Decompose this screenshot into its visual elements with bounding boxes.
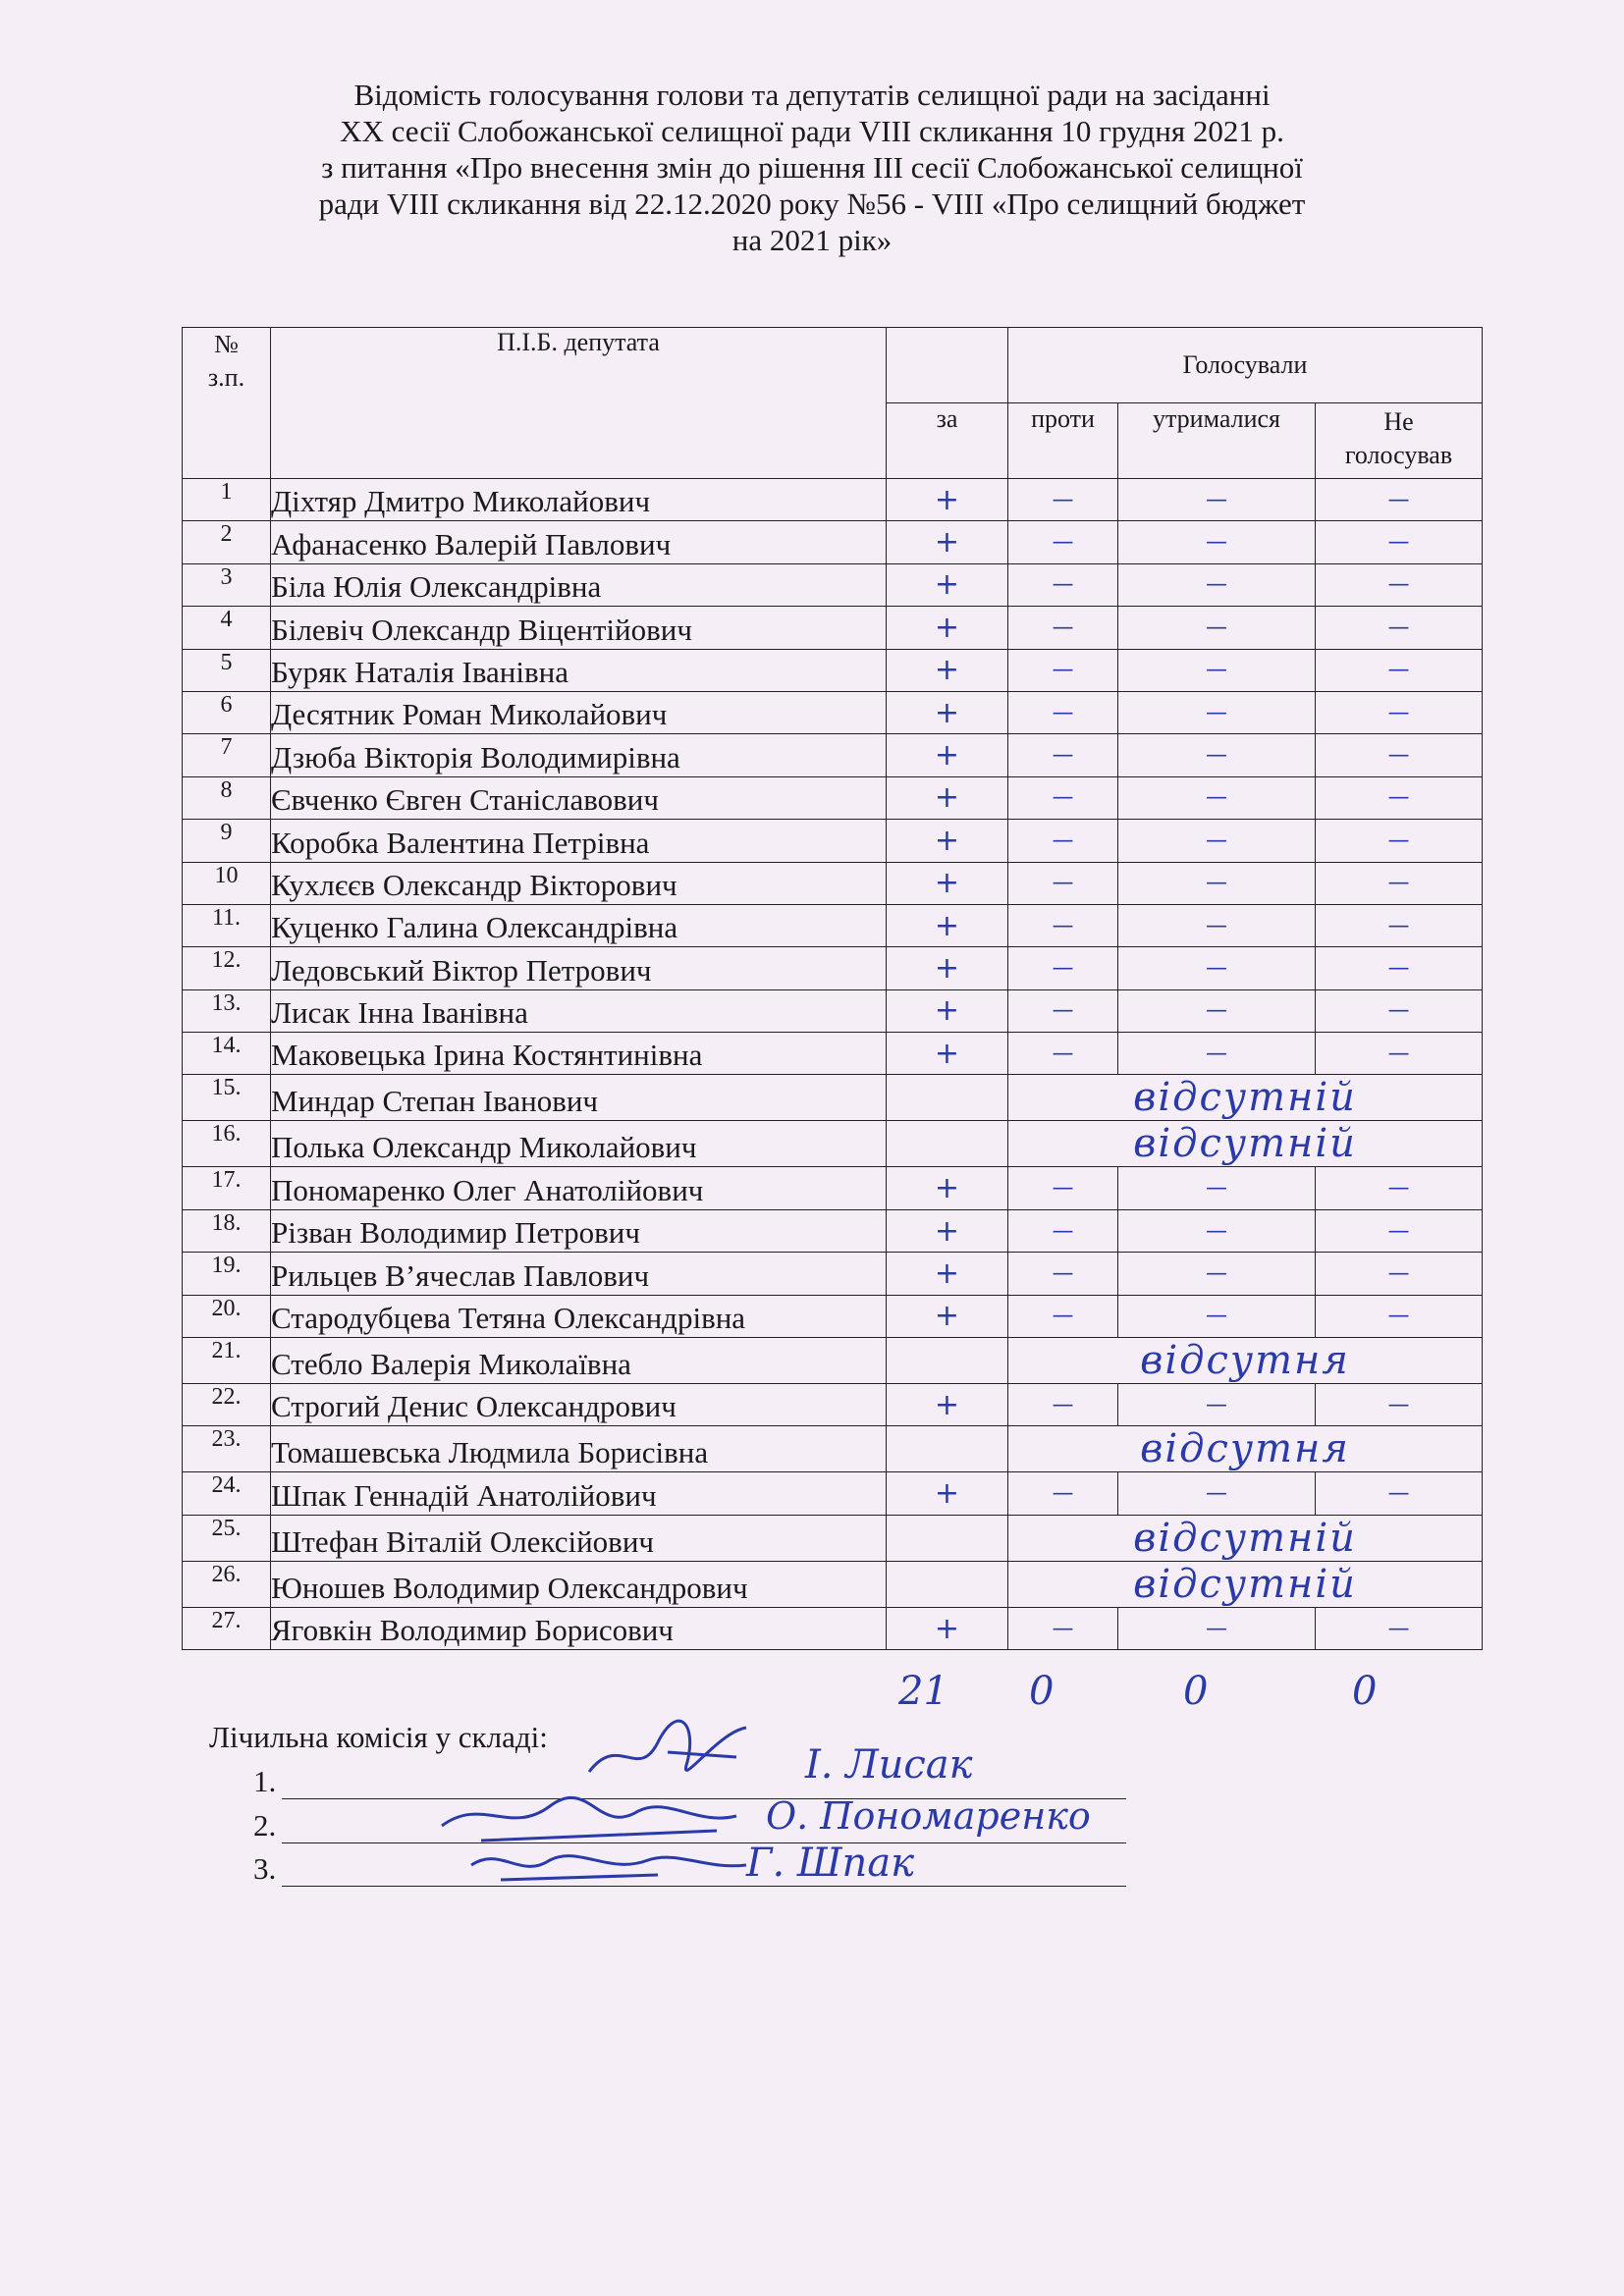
title-line-4: ради VIII скликання від 22.12.2020 року №56 - VIII «Про селищний бюджет [318,187,1306,221]
vote-not-voted: — [1316,820,1483,862]
vote-not-voted: — [1316,1472,1483,1515]
vote-abstained: — [1118,649,1316,691]
table-row [183,1033,1483,1075]
row-number: 11. [183,904,271,946]
table-row [183,649,1483,691]
deputy-name: Десятник Роман Миколайович [271,691,887,733]
deputy-name: Пономаренко Олег Анатолійович [271,1167,887,1209]
vote-against: — [1008,862,1118,904]
deputy-name: Афанасенко Валерій Павлович [271,521,887,563]
commission-number-2: 2. [253,1808,277,1842]
table-row [183,820,1483,862]
table-row [183,862,1483,904]
deputy-name: Різван Володимир Петрович [271,1209,887,1252]
vote-not-voted: — [1316,563,1483,606]
absent-note: відсутня [1008,1338,1483,1384]
table-row [183,989,1483,1032]
vote-for: + [887,1384,1008,1426]
vote-not-voted: — [1316,521,1483,563]
total-abstained: 0 [1183,1669,1209,1714]
commission-member-3: Г. Шпак [746,1841,915,1886]
table-row [183,691,1483,733]
vote-for: + [887,649,1008,691]
vote-for: + [887,862,1008,904]
table-row [183,947,1483,989]
table-row [183,1253,1483,1295]
vote-for-empty [887,1561,1008,1607]
vote-not-voted: — [1316,989,1483,1032]
vote-not-voted: — [1316,691,1483,733]
vote-not-voted: — [1316,1607,1483,1649]
vote-for: + [887,820,1008,862]
vote-against: — [1008,607,1118,649]
vote-for-empty [887,1121,1008,1167]
vote-for: + [887,691,1008,733]
vote-against: — [1008,1209,1118,1252]
vote-not-voted: — [1316,734,1483,776]
header-abstained: утрималися [1118,403,1316,479]
header-not-voted [1316,403,1483,479]
vote-against: — [1008,479,1118,521]
total-not-voted: 0 [1352,1669,1378,1714]
vote-against: — [1008,1033,1118,1075]
vote-abstained: — [1118,947,1316,989]
vote-for: + [887,1033,1008,1075]
vote-for-empty [887,1515,1008,1561]
row-number: 18. [183,1209,271,1252]
vote-for: + [887,563,1008,606]
commission-number-1: 1. [253,1764,277,1798]
vote-against: — [1008,776,1118,819]
vote-abstained: — [1118,1209,1316,1252]
vote-against: — [1008,989,1118,1032]
absent-note: відсутня [1008,1426,1483,1472]
absent-note: відсутній [1008,1075,1483,1121]
voting-table [182,327,1483,1650]
vote-for: + [887,521,1008,563]
vote-not-voted: — [1316,1384,1483,1426]
vote-abstained: — [1118,820,1316,862]
row-number: 20. [183,1295,271,1337]
deputy-name: Лисак Інна Іванівна [271,989,887,1032]
title-line-3: з питання «Про внесення змін до рішення III сесії Слобожанської селищної [321,150,1303,185]
vote-against: — [1008,649,1118,691]
header-voted: Голосували [1008,328,1483,403]
row-number: 17. [183,1167,271,1209]
vote-not-voted: — [1316,776,1483,819]
deputy-name: Кухлєєв Олександр Вікторович [271,862,887,904]
table-row [183,563,1483,606]
vote-for-empty [887,1338,1008,1384]
table-row [183,734,1483,776]
vote-not-voted: — [1316,947,1483,989]
vote-abstained: — [1118,862,1316,904]
deputy-name: Стебло Валерія Миколаївна [271,1338,887,1384]
row-number: 13. [183,989,271,1032]
deputy-name: Маковецька Ірина Костянтинівна [271,1033,887,1075]
header-name: П.І.Б. депутата [271,328,887,479]
vote-against: — [1008,904,1118,946]
total-against: 0 [1029,1669,1055,1714]
vote-against: — [1008,1167,1118,1209]
deputy-name: Діхтяр Дмитро Миколайович [271,479,887,521]
signature-scribble-3 [461,1836,756,1895]
deputy-name: Дзюба Вікторія Володимирівна [271,734,887,776]
table-row [183,1426,1483,1472]
table-row [183,1561,1483,1607]
absent-note: відсутній [1008,1561,1483,1607]
vote-abstained: — [1118,1033,1316,1075]
vote-not-voted: — [1316,649,1483,691]
table-row [183,1384,1483,1426]
vote-abstained: — [1118,734,1316,776]
vote-against: — [1008,1253,1118,1295]
voting-rows [183,479,1483,1650]
vote-abstained: — [1118,776,1316,819]
header-number-line-2: з.п. [207,363,245,392]
table-row [183,1607,1483,1649]
row-number: 10 [183,862,271,904]
vote-abstained: — [1118,607,1316,649]
deputy-name: Рильцев В’ячеслав Павлович [271,1253,887,1295]
vote-for: + [887,1209,1008,1252]
deputy-name: Полька Олександр Миколайович [271,1121,887,1167]
vote-for-empty [887,1426,1008,1472]
vote-against: — [1008,1607,1118,1649]
row-number: 3 [183,563,271,606]
table-row [183,1209,1483,1252]
vote-for: + [887,479,1008,521]
deputy-name: Миндар Степан Іванович [271,1075,887,1121]
row-number: 27. [183,1607,271,1649]
table-row [183,479,1483,521]
deputy-name: Яговкін Володимир Борисович [271,1607,887,1649]
table-row [183,1472,1483,1515]
document-title [196,77,1428,258]
row-number: 15. [183,1075,271,1121]
absent-note: відсутній [1008,1515,1483,1561]
table-row [183,1338,1483,1384]
row-number: 9 [183,820,271,862]
deputy-name: Коробка Валентина Петрівна [271,820,887,862]
row-number: 2 [183,521,271,563]
deputy-name: Шпак Геннадій Анатолійович [271,1472,887,1515]
row-number: 22. [183,1384,271,1426]
vote-abstained: — [1118,1295,1316,1337]
vote-for: + [887,734,1008,776]
vote-against: — [1008,1472,1118,1515]
row-number: 23. [183,1426,271,1472]
vote-not-voted: — [1316,862,1483,904]
vote-abstained: — [1118,904,1316,946]
row-number: 16. [183,1121,271,1167]
table-row [183,1167,1483,1209]
vote-abstained: — [1118,1472,1316,1515]
vote-against: — [1008,1295,1118,1337]
row-number: 7 [183,734,271,776]
header-not-voted-line-2: голосував [1344,441,1453,469]
deputy-name: Біла Юлія Олександрівна [271,563,887,606]
vote-against: — [1008,820,1118,862]
vote-abstained: — [1118,479,1316,521]
vote-not-voted: — [1316,1253,1483,1295]
vote-not-voted: — [1316,607,1483,649]
vote-against: — [1008,947,1118,989]
table-row [183,1295,1483,1337]
absent-note: відсутній [1008,1121,1483,1167]
vote-abstained: — [1118,691,1316,733]
commission-member-1: І. Лисак [805,1742,973,1788]
vote-against: — [1008,734,1118,776]
row-number: 8 [183,776,271,819]
row-number: 6 [183,691,271,733]
vote-abstained: — [1118,1607,1316,1649]
vote-abstained: — [1118,989,1316,1032]
vote-abstained: — [1118,563,1316,606]
vote-not-voted: — [1316,1209,1483,1252]
deputy-name: Куценко Галина Олександрівна [271,904,887,946]
vote-for: + [887,947,1008,989]
deputy-name: Юношев Володимир Олександрович [271,1561,887,1607]
table-row [183,1121,1483,1167]
header-not-voted-line-1: Не [1383,407,1414,436]
row-number: 12. [183,947,271,989]
vote-for: + [887,1607,1008,1649]
row-number: 4 [183,607,271,649]
vote-abstained: — [1118,1167,1316,1209]
table-row [183,1515,1483,1561]
deputy-name: Буряк Наталія Іванівна [271,649,887,691]
table-row [183,776,1483,819]
vote-for: + [887,904,1008,946]
vote-against: — [1008,1384,1118,1426]
row-number: 5 [183,649,271,691]
vote-for: + [887,607,1008,649]
deputy-name: Штефан Віталій Олексійович [271,1515,887,1561]
commission-number-3: 3. [253,1851,277,1886]
deputy-name: Стародубцева Тетяна Олександрівна [271,1295,887,1337]
commission-title: Лічильна комісія у складі: [209,1720,548,1754]
deputy-name: Білевіч Олександр Віцентійович [271,607,887,649]
total-for: 21 [898,1669,948,1714]
row-number: 25. [183,1515,271,1561]
vote-for: + [887,989,1008,1032]
header-for: за [887,403,1008,479]
table-row [183,1075,1483,1121]
vote-against: — [1008,521,1118,563]
deputy-name: Томашевська Людмила Борисівна [271,1426,887,1472]
row-number: 26. [183,1561,271,1607]
vote-abstained: — [1118,1384,1316,1426]
vote-not-voted: — [1316,1295,1483,1337]
deputy-name: Євченко Євген Станіславович [271,776,887,819]
vote-for-empty [887,1075,1008,1121]
vote-for: + [887,776,1008,819]
table-row [183,607,1483,649]
title-line-5: на 2021 рік» [731,223,893,257]
vote-not-voted: — [1316,479,1483,521]
header-against: проти [1008,403,1118,479]
row-number: 1 [183,479,271,521]
vote-not-voted: — [1316,904,1483,946]
vote-for: + [887,1167,1008,1209]
table-row [183,904,1483,946]
title-line-2: XX сесії Слобожанської селищної ради VIII скликання 10 грудня 2021 р. [340,114,1284,148]
row-number: 19. [183,1253,271,1295]
vote-for: + [887,1253,1008,1295]
commission-member-2: О. Пономаренко [766,1794,1091,1838]
header-number-line-1: № [214,330,239,358]
deputy-name: Ледовський Віктор Петрович [271,947,887,989]
table-row [183,521,1483,563]
vote-against: — [1008,563,1118,606]
header-number [183,328,271,479]
vote-not-voted: — [1316,1167,1483,1209]
vote-abstained: — [1118,1253,1316,1295]
vote-abstained: — [1118,521,1316,563]
row-number: 14. [183,1033,271,1075]
deputy-name: Строгий Денис Олександрович [271,1384,887,1426]
vote-not-voted: — [1316,1033,1483,1075]
row-number: 24. [183,1472,271,1515]
vote-against: — [1008,691,1118,733]
header-empty [887,328,1008,403]
vote-for: + [887,1472,1008,1515]
row-number: 21. [183,1338,271,1384]
vote-for: + [887,1295,1008,1337]
title-line-1: Відомість голосування голови та депутатів селищної ради на засіданні [353,78,1271,112]
